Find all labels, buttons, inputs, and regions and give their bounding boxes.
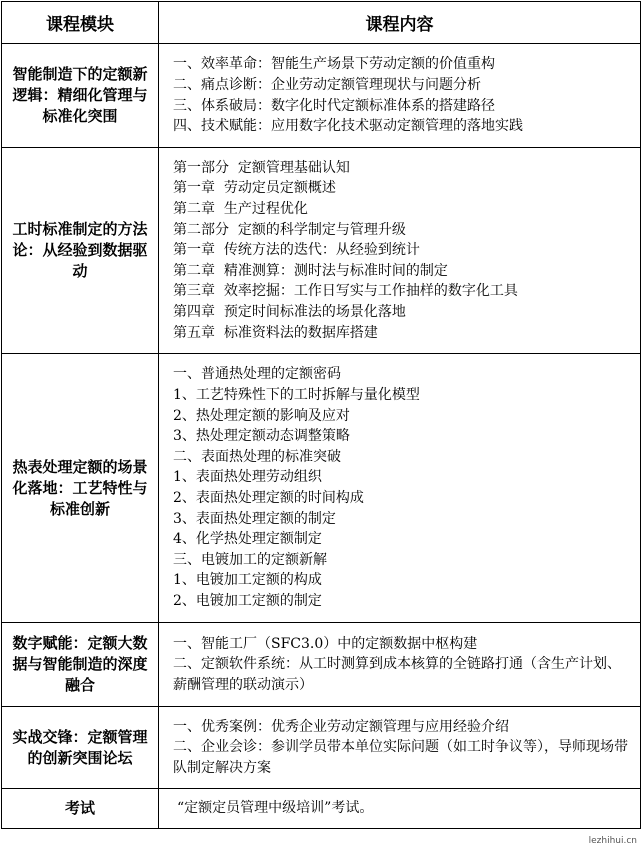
- content-cell: [159, 148, 641, 354]
- content-line: “定额定员管理中级培训”考试。: [177, 800, 374, 817]
- content-line: 1、表面热处理劳动组织: [173, 469, 322, 486]
- content-line: 2、表面热处理定额的时间构成: [173, 490, 364, 506]
- table-row: [2, 44, 641, 148]
- table-row: [2, 707, 641, 789]
- content-line: 第二章 生产过程优化: [173, 201, 308, 218]
- module-cell: 考试: [2, 789, 159, 829]
- content-line: 第一章 劳动定员定额概述: [173, 180, 336, 197]
- content-line: 三、电镀加工的定额新解: [173, 551, 327, 568]
- content-line: 一、智能工厂（SFC3.0）中的定额数据中枢构建: [173, 635, 478, 652]
- content-line: 第二章 精准测算：测时法与标准时间的制定: [173, 262, 448, 279]
- content-line: 一、普通热处理的定额密码: [173, 366, 341, 383]
- content-line: 第五章 标准资料法的数据库搭建: [173, 324, 378, 341]
- content-line: 第二部分 定额的科学制定与管理升级: [173, 221, 406, 238]
- course-table: [1, 1, 641, 829]
- module-cell: 智能制造下的定额新逻辑：精细化管理与标准化突围: [2, 44, 159, 148]
- header-content: 课程内容: [159, 2, 641, 44]
- content-line: 3、表面热处理定额的制定: [173, 510, 336, 527]
- content-cell: [159, 354, 641, 623]
- watermark: lezhihui.cn: [588, 836, 637, 846]
- content-cell: [159, 789, 641, 829]
- content-line: 四、技术赋能：应用数字化技术驱动定额管理的落地实践: [173, 118, 523, 135]
- module-cell: 热表处理定额的场景化落地：工艺特性与标准创新: [2, 354, 159, 623]
- module-cell: 数字赋能：定额大数据与智能制造的深度融合: [2, 623, 159, 707]
- content-line: 第四章 预定时间标准法的场景化落地: [173, 303, 406, 320]
- content-line: 2、电镀加工定额的制定: [173, 592, 322, 609]
- content-line: 第三章 效率挖掘：工作日写实与工作抽样的数字化工具: [173, 283, 518, 300]
- content-line: 二、定额软件系统：从工时测算到成本核算的全链路打通（含生产计划、薪酬管理的联动演示）: [173, 656, 621, 693]
- content-line: 三、体系破局：数字化时代定额标准体系的搭建路径: [173, 97, 495, 114]
- content-cell: [159, 44, 641, 148]
- content-line: 二、痛点诊断：企业劳动定额管理现状与问题分析: [173, 76, 481, 93]
- table-row: [2, 354, 641, 623]
- content-cell: [159, 623, 641, 707]
- header-module: 课程模块: [2, 2, 159, 44]
- content-line: 二、企业会诊：参训学员带本单位实际问题（如工时争议等），导师现场带队制定解决方案: [173, 739, 628, 776]
- content-line: 一、优秀案例：优秀企业劳动定额管理与应用经验介绍: [173, 718, 509, 735]
- content-line: 3、热处理定额动态调整策略: [173, 428, 350, 445]
- module-cell: 工时标准制定的方法论：从经验到数据驱动: [2, 148, 159, 354]
- content-line: 2、热处理定额的影响及应对: [173, 407, 350, 424]
- table-row: [2, 148, 641, 354]
- content-line: 二、表面热处理的标准突破: [173, 448, 341, 465]
- table-row: [2, 623, 641, 707]
- content-line: 第一章 传统方法的迭代：从经验到统计: [173, 242, 420, 259]
- header-row: [2, 2, 641, 44]
- content-line: 第一部分 定额管理基础认知: [173, 159, 350, 176]
- content-line: 一、效率革命：智能生产场景下劳动定额的价值重构: [173, 56, 495, 73]
- content-line: 1、工艺特殊性下的工时拆解与量化模型: [173, 387, 420, 404]
- content-line: 4、化学热处理定额制定: [173, 531, 322, 548]
- module-cell: 实战交锋：定额管理的创新突围论坛: [2, 707, 159, 789]
- content-cell: [159, 707, 641, 789]
- table-row: [2, 789, 641, 829]
- content-line: 1、电镀加工定额的构成: [173, 572, 322, 589]
